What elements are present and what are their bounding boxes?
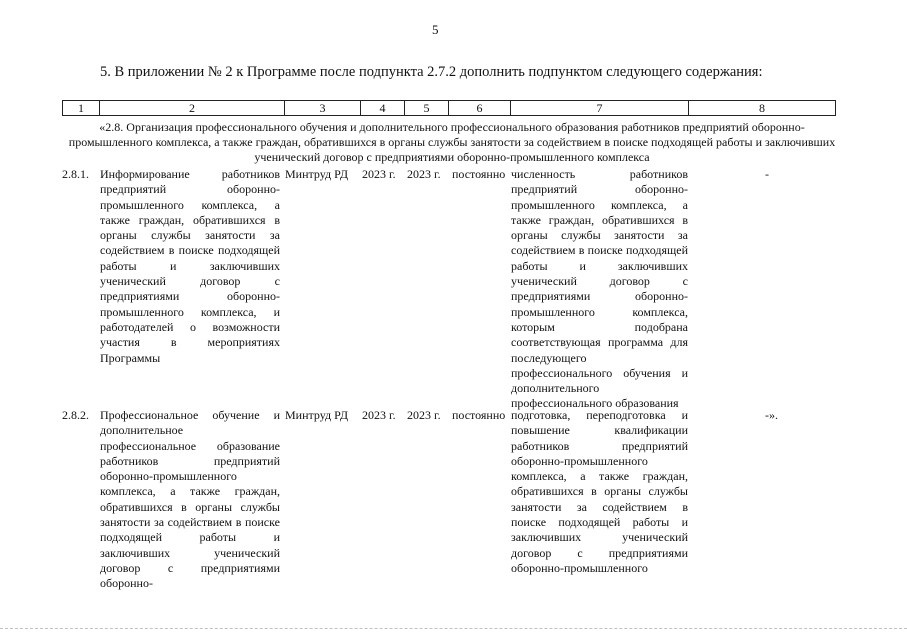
row-frequency: постоянно [452, 167, 506, 181]
header-cell-4: 4 [361, 101, 405, 115]
header-cell-1: 1 [63, 101, 100, 115]
row-end-year: 2023 г. [407, 167, 441, 181]
row-result: численность работников предприятий оборонно-промышленного комплекса, а также граждан, обратившихся в органы службы занятости за содействием в поиске подходящей работы и заключивших ученический договор с предприятиями оборонно-промышленного комплекса, которым подобрана соответствующая программа для последующего профессионального обучения и дополнительного профессионального образования [511, 167, 688, 411]
header-cell-6: 6 [449, 101, 511, 115]
header-cell-7: 7 [511, 101, 689, 115]
row-note: -». [765, 408, 778, 422]
row-executor: Минтруд РД [285, 408, 349, 422]
row-result: подготовка, переподготовка и повышение квалификации работников предприятий оборонно-промышленного комплекса, а также граждан, обратившихся в органы службы занятости за содействием в поиске подходящей работы и заключивших ученический договор с предприятиями оборонно-промышленного [511, 408, 688, 575]
header-cell-3: 3 [285, 101, 361, 115]
row-executor: Минтруд РД [285, 167, 349, 181]
page-number: 5 [432, 22, 439, 37]
amendment-heading: 5. В приложении № 2 к Программе после подпункта 2.7.2 дополнить подпунктом следующего содержания: [100, 64, 763, 80]
row-end-year: 2023 г. [407, 408, 441, 422]
row-start-year: 2023 г. [362, 167, 396, 181]
row-description: Информирование работников предприятий оборонно-промышленного комплекса, а также граждан, обратившихся в органы службы занятости за содействием в поиске подходящей работы и заключивших ученический договор с предприятиями оборонно-промышленного комплекса, и работодателей о возможности участия в мероприятиях Программы [100, 167, 280, 365]
section-title: «2.8. Организация профессионального обучения и дополнительного профессионального образования работников предприятий оборонно-промышленного комплекса, а также граждан, обратившихся в органы службы занятости за содействием в поиске подходящей работы и заключивших ученический договор с предприятиями оборонно-промышленного комплекса [68, 120, 836, 164]
row-note: - [765, 167, 769, 181]
scan-edge-line [0, 628, 907, 629]
header-cell-5: 5 [405, 101, 449, 115]
header-cell-2: 2 [100, 101, 285, 115]
row-start-year: 2023 г. [362, 408, 396, 422]
row-number: 2.8.2. [62, 408, 89, 422]
table-header [62, 100, 836, 116]
row-number: 2.8.1. [62, 167, 89, 181]
row-frequency: постоянно [452, 408, 506, 422]
row-description: Профессиональное обучение и дополнительное профессиональное образование работников предприятий оборонно-промышленного комплекса, а также граждан, обратившихся в органы службы занятости за содействием в поиске подходящей работы и заключивших ученический договор с предприятиями оборонно- [100, 408, 280, 591]
header-cell-8: 8 [759, 101, 765, 115]
